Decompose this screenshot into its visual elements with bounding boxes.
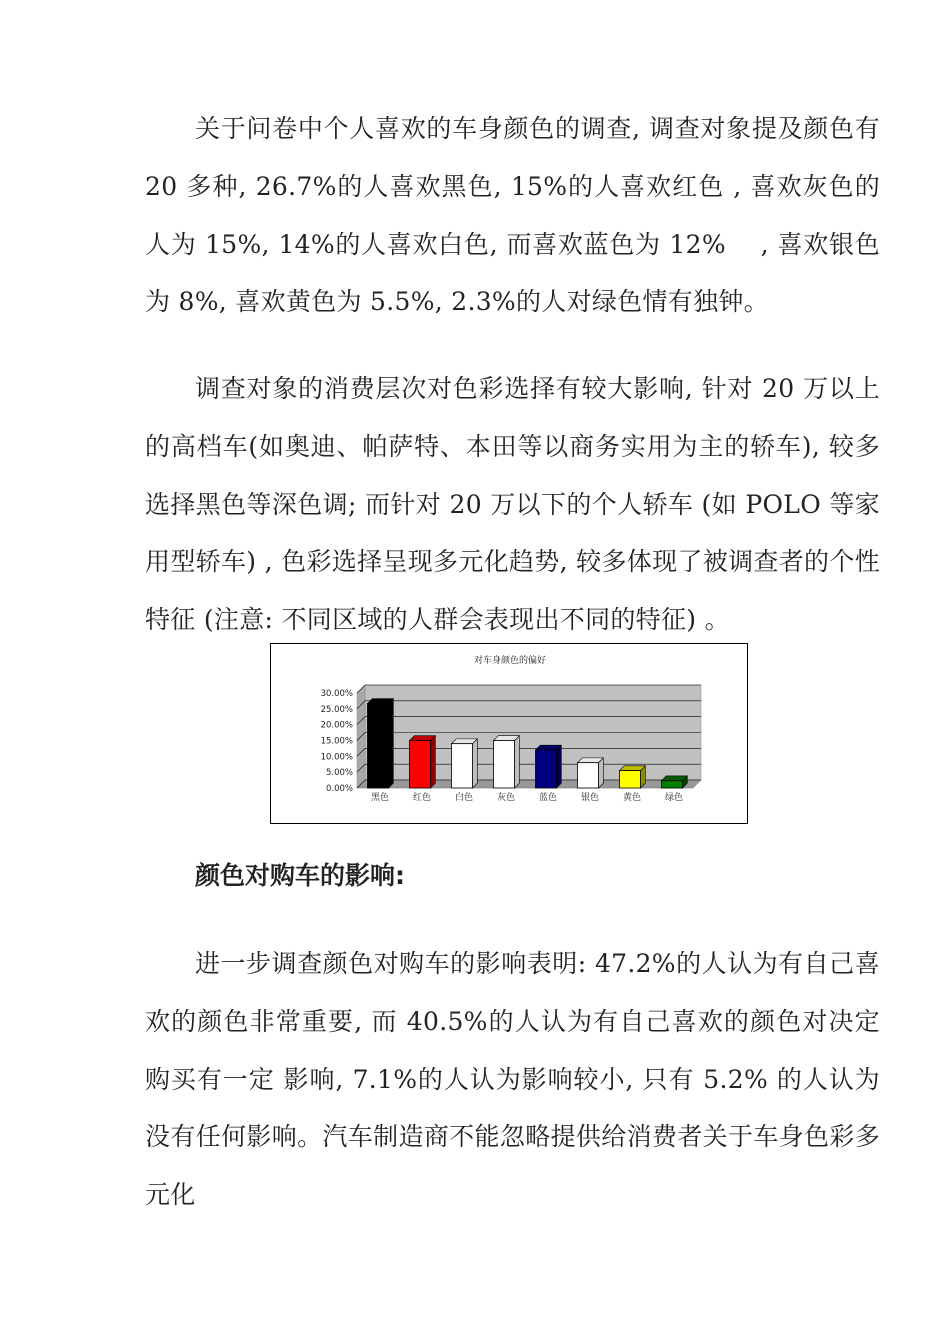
bar-灰色: [494, 741, 515, 789]
x-tick-label: 灰色: [496, 793, 516, 803]
bar-银色: [578, 763, 599, 788]
x-tick-label: 银色: [580, 793, 600, 803]
paragraph-consumption-level: 调查对象的消费层次对色彩选择有较大影响, 针对 20 万以上的高档车(如奥迪、帕萨特、本田等以商务实用为主的轿车), 较多选择黑色等深色调; 而针对 20 万以下的个人轿车 (如 POLO 等家用型轿车) , 色彩选择呈现多元化趋势, 较多体现了被调查者的个性特征 (注意: 不同区域的人群会表现出不同的特征) 。: [145, 374, 880, 635]
y-tick-label: 5.00%: [325, 768, 353, 779]
y-tick-label: 10.00%: [320, 752, 353, 763]
chart-title: 对车身颜色的偏好: [473, 656, 547, 666]
x-tick-label: 白色: [454, 793, 474, 803]
y-tick-label: 30.00%: [320, 689, 353, 699]
bar-top: [662, 776, 688, 781]
chart-container: [270, 643, 748, 824]
bar-top: [494, 736, 520, 741]
bar-chart: [271, 644, 749, 825]
bar-蓝色: [536, 750, 557, 788]
bar-side: [431, 736, 436, 788]
bar-黄色: [620, 771, 641, 788]
bar-top: [620, 766, 646, 771]
bar-top: [410, 736, 436, 741]
bar-绿色: [662, 781, 683, 788]
y-tick-label: 25.00%: [320, 704, 353, 715]
bar-side: [389, 699, 394, 788]
bar-top: [452, 739, 478, 744]
x-tick-label: 黄色: [622, 793, 642, 803]
x-tick-label: 红色: [412, 793, 432, 803]
x-tick-label: 黑色: [370, 793, 390, 803]
section-heading: 颜色对购车的影响:: [195, 861, 405, 890]
bar-白色: [452, 744, 473, 788]
bar-side: [599, 758, 604, 788]
bar-红色: [410, 741, 431, 789]
bar-top: [368, 699, 394, 704]
y-tick-label: 0.00%: [325, 784, 353, 794]
x-tick-label: 绿色: [664, 793, 684, 803]
paragraph-color-impact: 进一步调查颜色对购车的影响表明: 47.2%的人认为有自己喜欢的颜色非常重要, 而 40.5%的人认为有自己喜欢的颜色对决定购买有一定 影响, 7.1%的人认为影响较小, 只有 5.2% 的人认为没有任何影响。汽车制造商不能忽略提供给消费者关于车身色彩多元化: [145, 949, 880, 1210]
y-tick-label: 15.00%: [320, 736, 353, 747]
bar-side: [473, 739, 478, 788]
bar-side: [515, 736, 520, 788]
bar-side: [557, 745, 562, 788]
x-tick-label: 蓝色: [538, 793, 558, 803]
y-tick-label: 20.00%: [320, 720, 353, 731]
paragraph-color-preference: 关于问卷中个人喜欢的车身颜色的调查, 调查对象提及颜色有 20 多种, 26.7%的人喜欢黑色, 15%的人喜欢红色 , 喜欢灰色的人为 15%, 14%的人喜欢白色, 而喜欢蓝色为 12% , 喜欢银色为 8%, 喜欢黄色为 5.5%, 2.3%的人对绿色情有独钟。: [145, 114, 880, 317]
bar-top: [578, 758, 604, 763]
bar-top: [536, 745, 562, 750]
chart-floor: [357, 780, 701, 788]
bar-黑色: [368, 703, 389, 788]
